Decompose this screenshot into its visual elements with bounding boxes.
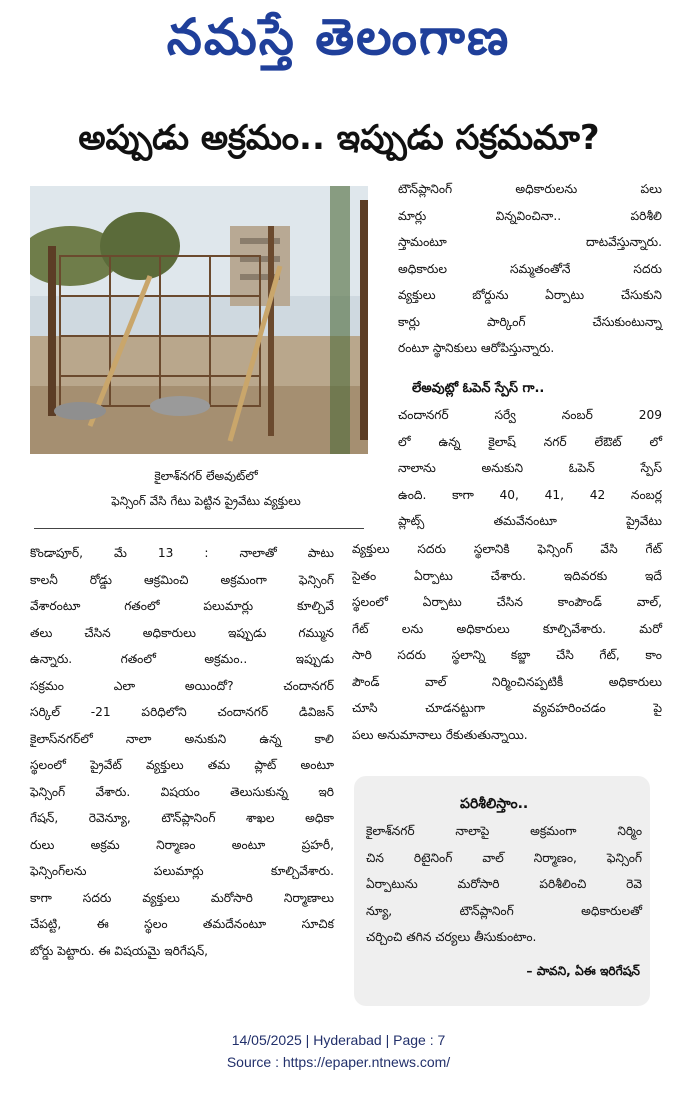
text-line: నాలాను అనుకుని ఓపెన్ స్పేస్ <box>398 461 662 475</box>
text-line: సక్రమం ఎలా అయిందో? చందానగర్ <box>30 678 334 693</box>
text-line: చూసి చూడనట్టుగా వ్యవహరించడం పై <box>352 701 662 715</box>
text-line: ఫెన్సింగ్‌లను పలుమార్లు కూల్చివేశారు. <box>30 864 334 878</box>
quote-box-text <box>366 818 642 951</box>
text-line: చిన రిటైనింగ్ వాల్ నిర్మాణం, ఫెన్సింగ్ <box>366 850 642 865</box>
text-line: వేశారంటూ గతంలో పలుమార్లు కూల్చివే <box>30 599 334 613</box>
text-line: కాగా సదరు వ్యక్తులు మరోసారి నిర్మాణాలు <box>30 890 334 905</box>
fence-photo-illustration <box>30 186 368 454</box>
text-line: గేషన్, రెవెన్యూ, టౌన్‌ప్లానింగ్ శాఖల అధికా <box>30 811 334 825</box>
text-line: ఉంది. కాగా 40, 41, 42 నంబర్ల <box>398 487 662 502</box>
right-column-wide-text <box>352 536 662 748</box>
text-line: చందానగర్ సర్వే నంబర్ 209 <box>398 408 662 422</box>
text-line: ఫెన్సింగ్ వేశారు. విషయం తెలుసుకున్న ఇరి <box>30 784 334 799</box>
photo-caption <box>56 464 356 514</box>
footer-date-page: 14/05/2025 | Hyderabad | Page : 7 <box>231 1032 446 1048</box>
text-line: సర్కిల్ -21 పరిధిలోని చందానగర్ డివిజన్ <box>30 705 334 719</box>
text-line: బోర్డు పెట్టారు. ఈ విషయమై ఇరిగేషన్, <box>30 943 209 958</box>
text-line: స్తామంటూ దాటవేస్తున్నారు. <box>398 235 662 249</box>
right-column-top-text <box>398 176 662 362</box>
text-line: చర్చించి తగిన చర్యలు తీసుకుంటాం. <box>366 930 537 944</box>
text-line: కార్లు పార్కింగ్ చేసుకుంటున్నా <box>398 314 662 329</box>
text-line: రులు అక్రమ నిర్మాణం అంటూ ప్రహరీ, <box>30 837 334 852</box>
caption-line-2: ఫెన్సింగ్ వేసి గేటు పెట్టిన ప్రైవేటు వ్యక్తులు <box>111 494 301 508</box>
text-line: రంటూ స్థానికులు ఆరోపిస్తున్నారు. <box>398 341 555 355</box>
footer-source: Source : https://epaper.ntnews.com/ <box>226 1054 451 1070</box>
text-line: వ్యక్తులు బోర్డును ఏర్పాటు చేసుకుని <box>398 288 662 302</box>
text-line: తలు చేసిన అధికారులు ఇప్పుడు గమ్మున <box>30 625 334 640</box>
text-line: కాలనీ రోడ్డు ఆక్రమించి అక్రమంగా ఫెన్సింగ్ <box>30 572 334 587</box>
left-column-text <box>30 540 334 964</box>
text-line: స్థలంలో ఏర్పాటు చేసిన కాంపౌండ్ వాల్, <box>352 595 662 609</box>
text-line: చేపట్టి, ఈ స్థలం తమదేనంటూ సూచిక <box>30 917 334 931</box>
text-line: స్థలంలో ప్రైవేట్ వ్యక్తులు తమ ప్లాట్ అంటూ <box>30 758 334 772</box>
text-line: గేట్ లను అధికారులు కూల్చివేశారు. మరో <box>352 621 662 636</box>
text-line: లో ఉన్న కైలాష్ నగర్ లేఔట్ లో <box>398 434 662 449</box>
text-line: టౌన్‌ప్లానింగ్ అధికారులను పలు <box>398 182 662 196</box>
text-line: మార్లు విన్నవించినా.. పరిశీలి <box>398 208 662 223</box>
article-headline: అప్పుడు అక్రమం.. ఇప్పుడు సక్రమమా? <box>78 118 600 158</box>
quote-signature: – పావని, ఏఈ ఇరిగేషన్ <box>526 964 640 978</box>
text-line: న్యూ, టౌన్‌ప్లానింగ్ అధికారులతో <box>366 903 642 918</box>
right-column-mid-text <box>398 402 662 535</box>
text-line: అధికారుల సమ్మతంతోనే సదరు <box>398 261 662 276</box>
caption-divider <box>34 528 364 529</box>
text-line: కైలాస్‌నగర్‌లో నాలా అనుకుని ఉన్న కాలి <box>30 731 334 746</box>
article-photo <box>30 186 368 454</box>
newspaper-masthead: నమస్తే తెలంగాణ <box>166 7 511 66</box>
quote-box-title: పరిశీలిస్తాం.. <box>460 796 529 812</box>
text-line: కైలాశ్‌నగర్ నాలాపై అక్రమంగా నిర్మిం <box>366 824 642 838</box>
text-line: వ్యక్తులు సదరు స్థలానికి ఫెన్సింగ్ వేసి గేట్ <box>352 542 662 556</box>
text-line: సైతం ఏర్పాటు చేశారు. ఇదివరకు ఇదే <box>352 568 662 583</box>
text-line: పలు అనుమానాలు రేకుతుతున్నాయి. <box>352 727 528 742</box>
text-line: ఉన్నారు. గతంలో అక్రమం.. ఇప్పుడు <box>30 652 334 666</box>
caption-line-1: కైలాశ్‌నగర్ లేఅవుట్‌లో <box>154 469 258 483</box>
subheading-open-space: లేఅవుట్లో ఓపెన్ స్పేస్ గా.. <box>412 381 545 396</box>
text-line: ఏర్పాటును మరోసారి పరిశీలించి రెవె <box>366 877 642 891</box>
text-line: పౌండ్ వాల్ నిర్మించినప్పటికీ అధికారులు <box>352 674 662 689</box>
text-line: సారి సదరు స్థలాన్ని కబ్జా చేసి గేట్, కాం <box>352 648 662 662</box>
text-line: కొండాపూర్, మే 13 : నాలాతో పాటు <box>30 546 334 560</box>
text-line: ప్లాట్స్ తమవేనంటూ ప్రైవేటు <box>398 514 662 528</box>
